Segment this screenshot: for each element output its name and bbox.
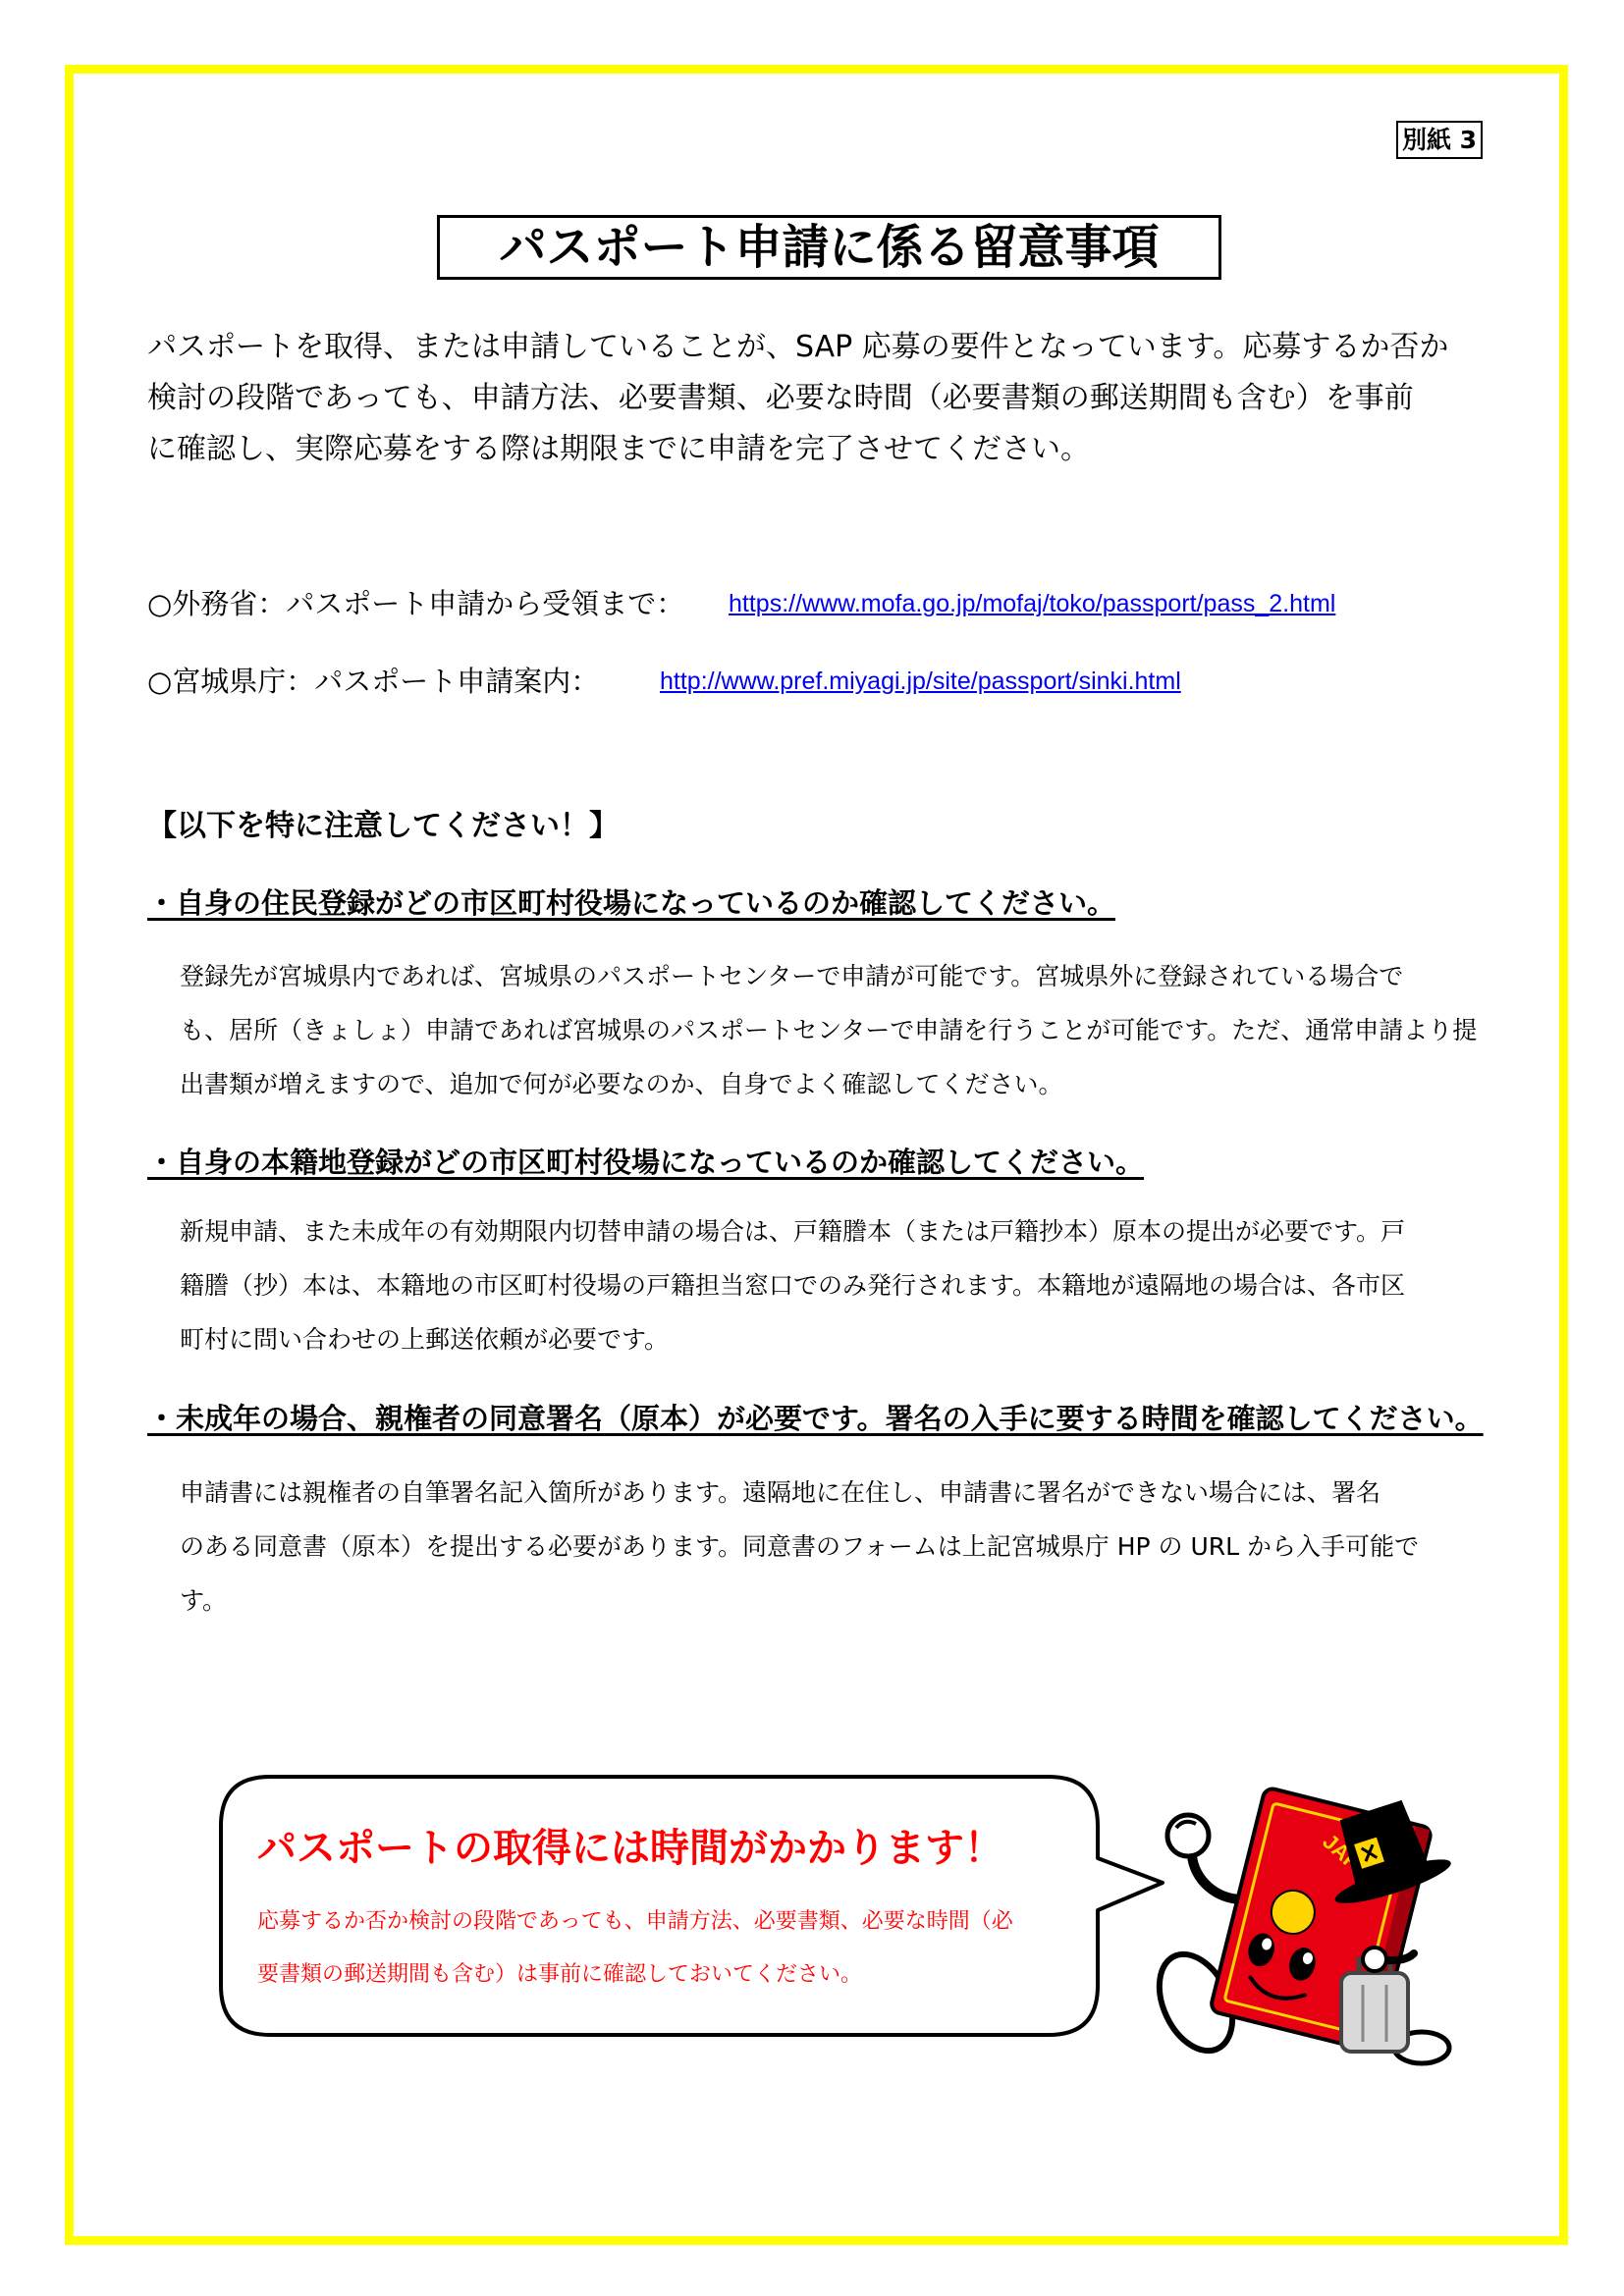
intro-line: パスポートを取得、または申請していることが、SAP 応募の要件となっています。応募するか否か xyxy=(147,330,1449,364)
section-line: のある同意書（原本）を提出する必要があります。同意書のフォームは上記宮城県庁 HP の URL から入手可能で xyxy=(180,1532,1420,1561)
section-line: も、居所（きょしょ）申請であれば宮城県のパスポートセンターで申請を行うことが可能です。ただ、通常申請より提 xyxy=(180,1016,1478,1044)
attachment-label: 別紙 3 xyxy=(1396,121,1483,159)
section-line: 出書類が増えますので、追加で何が必要なのか、自身でよく確認してください。 xyxy=(180,1070,1063,1098)
passport-mascot-icon xyxy=(1145,1787,1454,2063)
mofa-passport-link[interactable]: https://www.mofa.go.jp/mofaj/toko/passport/pass_2.html xyxy=(729,590,1336,617)
mofa-link-label: ○外務省：パスポート申請から受領まで： xyxy=(147,587,685,620)
section-line: 町村に問い合わせの上郵送依頼が必要です。 xyxy=(180,1325,670,1354)
intro-line: に確認し、実際応募をする際は期限までに申請を完了させてください。 xyxy=(147,432,1090,466)
miyagi-link-label: ○宮城県庁：パスポート申請案内： xyxy=(147,665,600,698)
mascot-left-arm xyxy=(1192,1855,1245,1899)
section-line: す。 xyxy=(180,1586,228,1615)
callout-body xyxy=(257,1896,1013,2002)
callout-title: パスポートの取得には時間がかかります！ xyxy=(257,1826,1003,1871)
mascot-suitcase xyxy=(1341,1973,1408,2052)
intro-line: 検討の段階であっても、申請方法、必要書類、必要な時間（必要書類の郵送期間も含む）を事前 xyxy=(147,381,1414,415)
notice-heading: 【以下を特に注意してください！】 xyxy=(147,809,619,843)
callout-line: 要書類の郵送期間も含む）は事前に確認しておいてください。 xyxy=(257,1962,863,1987)
section-line: 新規申請、また未成年の有効期限内切替申請の場合は、戸籍謄本（または戸籍抄本）原本の提出が必要です。戸 xyxy=(180,1217,1406,1246)
callout-line: 応募するか否か検討の段階であっても、申請方法、必要書類、必要な時間（必 xyxy=(257,1909,1013,1934)
section-heading-family-register: ・自身の本籍地登録がどの市区町村役場になっているのか確認してください。 xyxy=(147,1146,1145,1179)
miyagi-passport-link[interactable]: http://www.pref.miyagi.jp/site/passport/sinki.html xyxy=(660,667,1181,695)
mascot-right-glove xyxy=(1363,1948,1386,1971)
section-line: 申請書には親権者の自筆署名記入箇所があります。遠隔地に在住し、申請書に署名ができない場合には、署名 xyxy=(180,1478,1381,1507)
section-line: 登録先が宮城県内であれば、宮城県のパスポートセンターで申請が可能です。宮城県外に登録されている場合で xyxy=(180,962,1404,990)
section-heading-residence: ・自身の住民登録がどの市区町村役場になっているのか確認してください。 xyxy=(147,886,1116,920)
section-heading-minor-consent: ・未成年の場合、親権者の同意署名（原本）が必要です。署名の入手に要する時間を確認してください。 xyxy=(147,1402,1484,1435)
page-title: パスポート申請に係る留意事項 xyxy=(437,215,1221,280)
section-line: 籍謄（抄）本は、本籍地の市区町村役場の戸籍担当窓口でのみ発行されます。本籍地が遠隔地の場合は、各市区 xyxy=(180,1271,1406,1300)
